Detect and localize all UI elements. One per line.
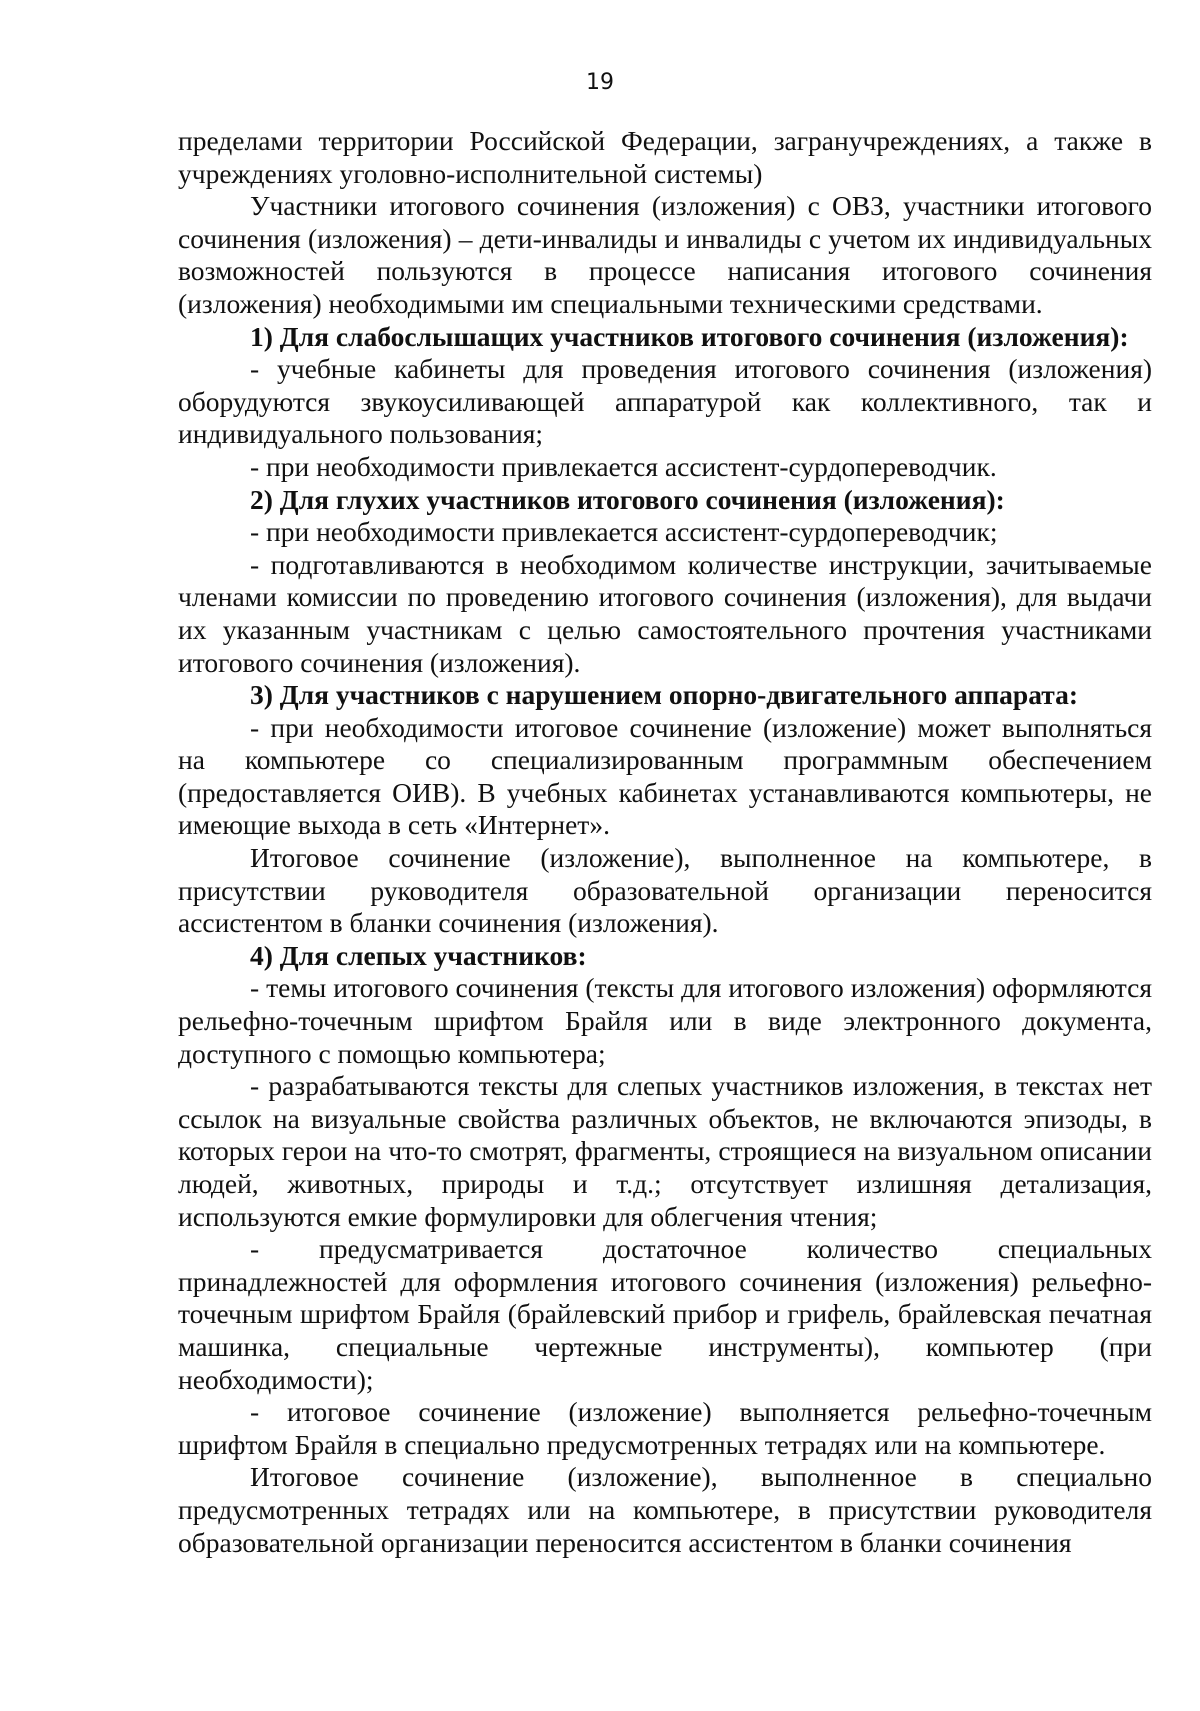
list-item: - при необходимости привлекается ассистент-сурдопереводчик; xyxy=(250,516,998,548)
list-item: - учебные кабинеты для проведения итогового сочинения (изложения) оборудуются звукоусиливающей аппаратурой как коллективного, так и индивидуального пользования; xyxy=(178,353,1152,450)
list-item: - подготавливаются в необходимом количестве инструкции, зачитываемые членами комиссии по проведению итогового сочинения (изложения), для выдачи их указанным участникам с целью самостоятельного прочтения участниками итогового сочинения (изложения). xyxy=(178,548,1152,678)
list-item: - при необходимости итоговое сочинение (изложение) может выполняться на компьютере со специализированным программным обеспечением (предоставляется ОИВ). В учебных кабинетах устанавливаются компьютеры, не имеющие выхода в сеть «Интернет». xyxy=(178,711,1152,841)
section-heading: 2) Для глухих участников итогового сочинения (изложения): xyxy=(250,483,1005,515)
paragraph: пределами территории Российской Федерации, загранучреждениях, а также в учреждениях уголовно-исполнительной системы) xyxy=(178,125,1152,189)
page-number: 19 xyxy=(586,70,614,95)
paragraph: Участники итогового сочинения (изложения) с ОВЗ, участники итогового сочинения (изложения) – дети-инвалиды и инвалиды с учетом их индивидуальных возможностей пользуются в процессе написания итогового сочинения (изложения) необходимыми им специальными техническими средствами. xyxy=(178,190,1152,319)
list-item: - разрабатываются тексты для слепых участников изложения, в текстах нет ссылок на визуальные свойства различных объектов, не включаются эпизоды, в которых герои на что-то смотрят, фрагменты, строящиеся на визуальном описании людей, животных, природы и т.д.; отсутствует излишняя детализация, используются емкие формулировки для облегчения чтения; xyxy=(178,1070,1152,1232)
section-heading: 4) Для слепых участников: xyxy=(250,939,587,971)
section-heading: 3) Для участников с нарушением опорно-двигательного аппарата: xyxy=(250,679,1078,711)
paragraph: Итоговое сочинение (изложение), выполненное в специально предусмотренных тетрадях или на компьютере, в присутствии руководителя образовательной организации переносится ассистентом в бланки сочинения xyxy=(178,1461,1152,1558)
list-item: - итоговое сочинение (изложение) выполняется рельефно-точечным шрифтом Брайля в специально предусмотренных тетрадях или на компьютере. xyxy=(178,1396,1152,1460)
paragraph: Итоговое сочинение (изложение), выполненное на компьютере, в присутствии руководителя образовательной организации переносится ассистентом в бланки сочинения (изложения). xyxy=(178,842,1152,939)
section-heading: 1) Для слабослышащих участников итогового сочинения (изложения): xyxy=(250,320,1129,352)
document-body xyxy=(178,125,1152,1559)
list-item: - при необходимости привлекается ассистент-сурдопереводчик. xyxy=(250,450,997,482)
list-item: - предусматривается достаточное количество специальных принадлежностей для оформления итогового сочинения (изложения) рельефно-точечным шрифтом Брайля (брайлевский прибор и грифель, брайлевская печатная машинка, специальные чертежные инструменты), компьютер (при необходимости); xyxy=(178,1233,1152,1395)
list-item: - темы итогового сочинения (тексты для итогового изложения) оформляются рельефно-точечным шрифтом Брайля или в виде электронного документа, доступного с помощью компьютера; xyxy=(178,972,1152,1069)
